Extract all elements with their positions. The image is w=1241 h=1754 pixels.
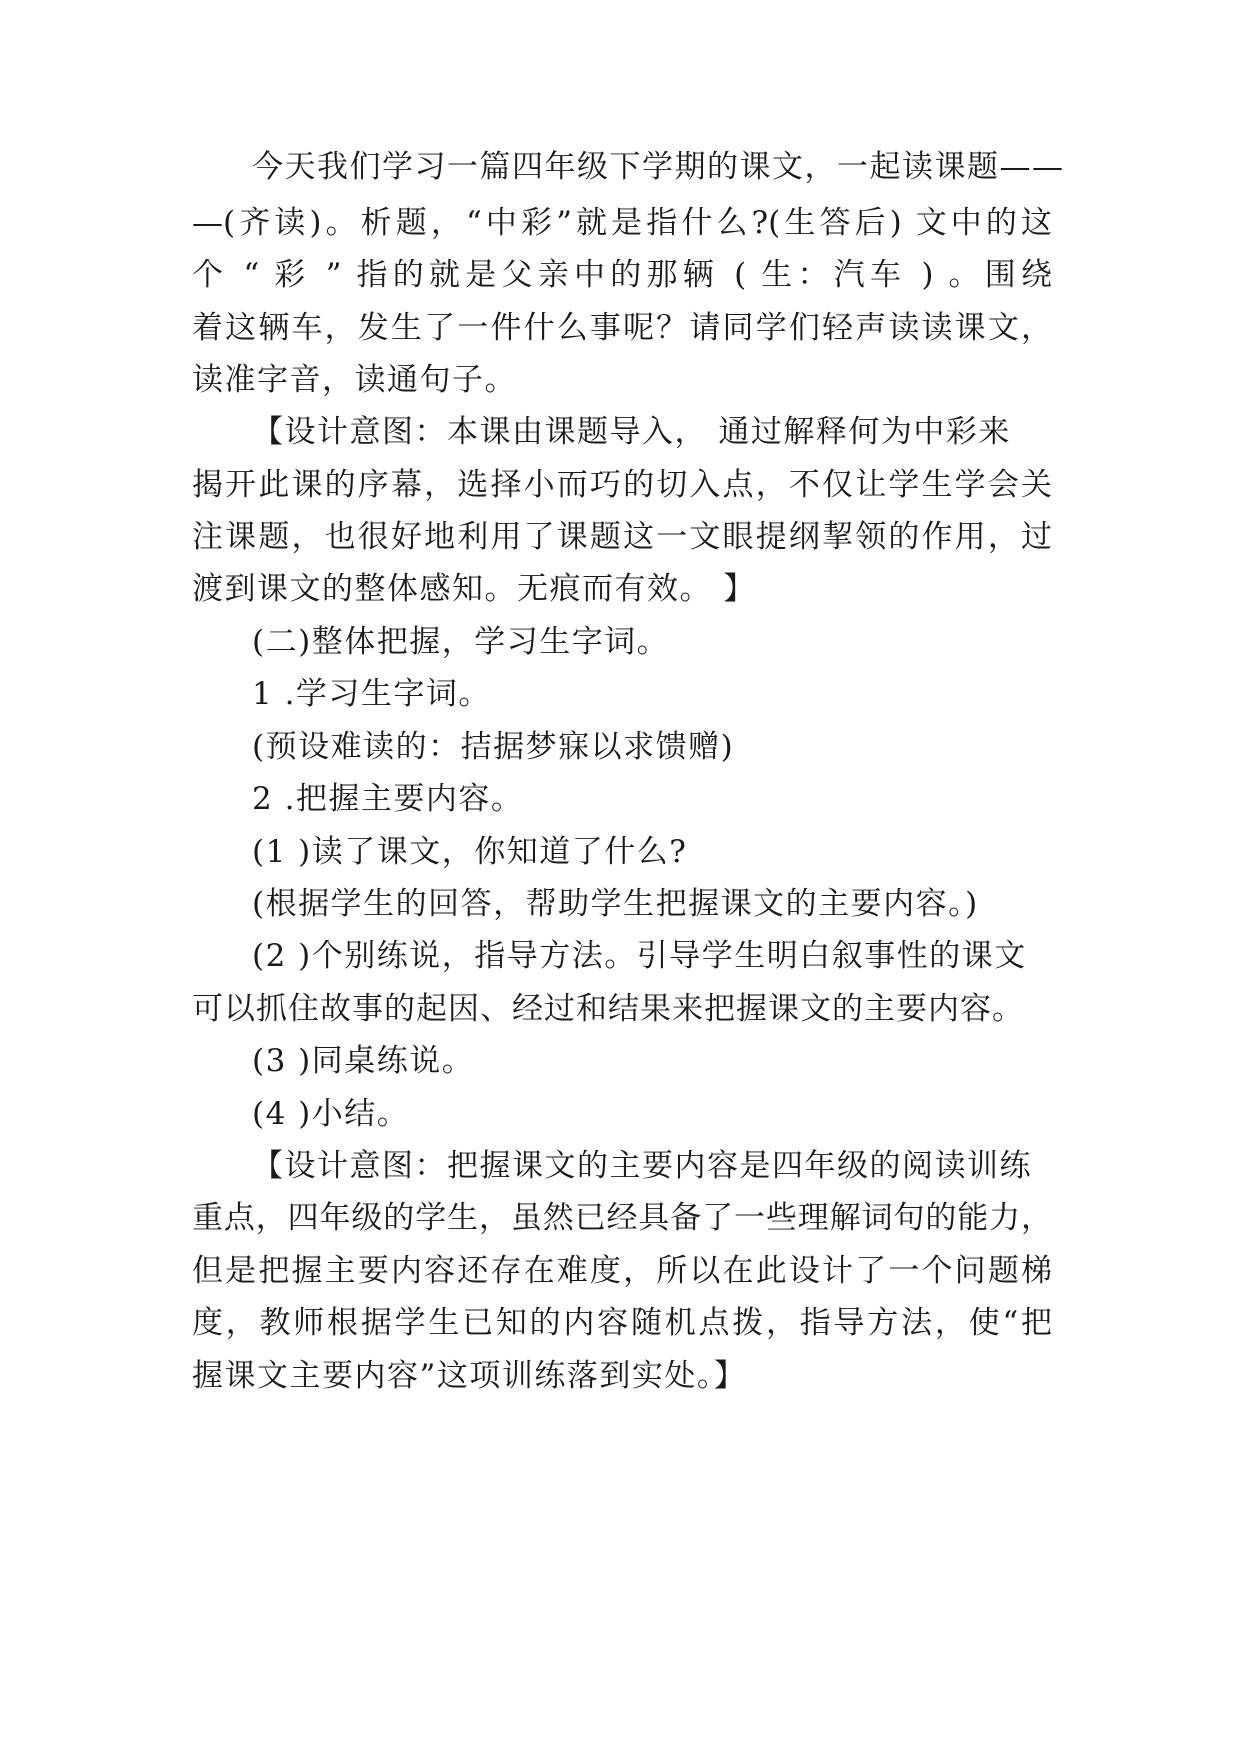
- text-line: 读准字音，读通句子。: [192, 362, 517, 398]
- text-line: 度，教师根据学生已知的内容随机点拨，指导方法，使“把: [192, 1305, 1052, 1341]
- text-line: (4 )小结。: [252, 1096, 410, 1132]
- text-line: 2 .把握主要内容。: [252, 781, 524, 817]
- text-line: 渡到课文的整体感知。无痕而有效。 】: [192, 571, 756, 607]
- text-line: (2 )个别练说，指导方法。引导学生明白叙事性的课文: [252, 938, 1027, 974]
- text-line: (根据学生的回答，帮助学生把握课文的主要内容。): [252, 886, 979, 922]
- text-line: (3 )同桌练说。: [252, 1043, 475, 1079]
- text-line: 【设计意图：本课由课题导入， 通过解释何为中彩来: [252, 414, 1011, 450]
- text-line: 今天我们学习一篇四年级下学期的课文，一起读课题——: [252, 149, 1065, 185]
- text-line: 揭开此课的序幕，选择小而巧的切入点，不仅让学生学会关: [192, 467, 1052, 503]
- text-line: 【设计意图：把握课文的主要内容是四年级的阅读训练: [252, 1148, 1032, 1184]
- text-line: 但是把握主要内容还存在难度，所以在此设计了一个问题梯: [192, 1253, 1052, 1289]
- text-line: (二)整体把握，学习生字词。: [252, 624, 670, 660]
- text-line: (预设难读的：拮据梦寐以求馈赠): [252, 729, 735, 765]
- text-line: 个 “ 彩 ” 指的就是父亲中的那辆 ( 生：汽车 ) 。围绕: [192, 257, 1052, 293]
- text-line: 1 .学习生字词。: [252, 676, 491, 712]
- text-line: (1 )读了课文，你知道了什么?: [252, 834, 688, 870]
- text-line: 重点，四年级的学生，虽然已经具备了一些理解词句的能力，: [192, 1200, 1052, 1236]
- text-line: 注课题，也很好地利用了课题这一文眼提纲挈领的作用，过: [192, 519, 1052, 555]
- text-line: 可以抓住故事的起因、经过和结果来把握课文的主要内容。: [192, 991, 1024, 1027]
- text-line: 握课文主要内容”这项训练落到实处。】: [192, 1358, 747, 1394]
- text-line: 着这辆车，发生了一件什么事呢？请同学们轻声读读课文，: [192, 310, 1052, 346]
- text-line: —(齐读)。析题，“中彩”就是指什么?(生答后) 文中的这: [192, 205, 1052, 241]
